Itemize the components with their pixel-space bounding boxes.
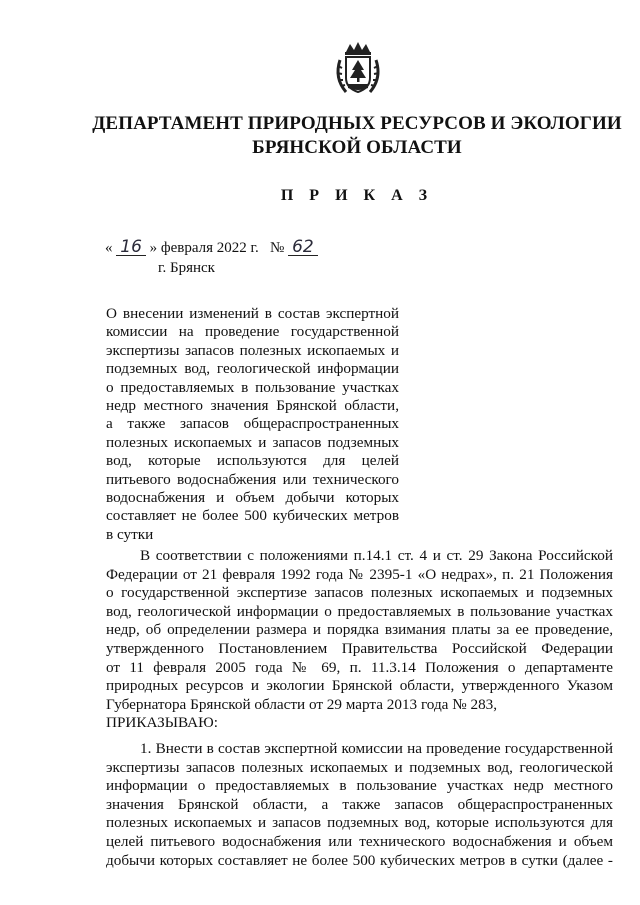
- paragraph-line: от 11 февраля 2005 года № 69, п. 11.3.14 Положения о департаменте: [106, 658, 613, 676]
- order-directive: ПРИКАЗЫВАЮ:: [106, 714, 218, 732]
- subject-line: недр местного значения Брянской области,: [106, 397, 399, 415]
- paragraph-line: экспертизы запасов полезных ископаемых и подземных вод, геологической: [106, 758, 613, 776]
- paragraph-line: Губернатора Брянской области от 29 марта 2013 года № 283,: [106, 695, 498, 713]
- paragraph-line: значения Брянской области, а также запасов общераспространенных: [106, 795, 613, 813]
- subject-line: водоснабжения и объем добычи которых: [106, 489, 399, 507]
- paragraph-line: информации о предоставляемых в пользование участках недр местного: [106, 777, 613, 795]
- bryansk-coat-of-arms-icon: [332, 38, 384, 98]
- department-name-line2: БРЯНСКОЙ ОБЛАСТИ: [252, 137, 462, 158]
- open-quote: «: [105, 240, 113, 256]
- date-line: [105, 237, 318, 257]
- paragraph-line: В соответствии с положениями п.14.1 ст. 4 и ст. 29 Закона Российской: [140, 547, 613, 564]
- paragraph-line: о государственной экспертизе запасов полезных ископаемых и подземных: [106, 584, 613, 602]
- subject-line: о предоставляемых в пользование участках: [106, 378, 399, 396]
- subject-line: а также запасов общераспространенных: [106, 415, 399, 433]
- close-quote: »: [149, 240, 158, 256]
- month-year: февраля 2022 г.: [160, 240, 259, 256]
- paragraph-line: целей питьевого водоснабжения или технического водоснабжения и объем: [106, 832, 613, 850]
- paragraph-line: вод, геологической информации о предоставляемых в пользование участках: [106, 602, 613, 620]
- paragraph-line: Федерации от 21 февраля 1992 года № 2395-1 «О недрах», п. 21 Положения: [106, 565, 613, 583]
- document-type-title: П Р И К А З: [280, 187, 434, 204]
- department-name-line1: ДЕПАРТАМЕНТ ПРИРОДНЫХ РЕСУРСОВ И ЭКОЛОГИИ: [92, 113, 622, 134]
- paragraph-line: недр, об определении размера и порядка взимания платы за ее проведение,: [106, 621, 613, 639]
- handwritten-day: 16: [116, 240, 146, 256]
- subject-line: в сутки: [106, 525, 154, 543]
- subject-line: полезных ископаемых и запасов подземных: [106, 433, 399, 451]
- preamble-paragraph: [106, 547, 613, 733]
- order-subject: [106, 305, 399, 544]
- paragraph-line: полезных ископаемых и запасов подземных вод, которые используются для: [106, 814, 613, 832]
- city-name: г. Брянск: [158, 260, 215, 276]
- subject-line: составляет не более 500 кубических метров: [106, 507, 399, 525]
- paragraph-line: 1. Внести в состав экспертной комиссии на проведение государственной: [140, 740, 613, 757]
- order-item-1: [106, 740, 613, 870]
- subject-line: подземных вод, геологической информации: [106, 360, 399, 378]
- handwritten-order-number: 62: [288, 240, 318, 256]
- number-label: №: [270, 240, 285, 256]
- paragraph-line: утвержденного Постановлением Правительства Российской Федерации: [106, 639, 613, 657]
- paragraph-line: природных ресурсов и экологии Брянской области, утвержденного Указом: [106, 677, 613, 695]
- subject-line: комиссии на проведение государственной: [106, 323, 399, 341]
- subject-line: вод, которые используются для целей: [106, 452, 399, 470]
- subject-line: О внесении изменений в состав экспертной: [106, 305, 399, 322]
- subject-line: питьевого водоснабжения или технического: [106, 470, 399, 488]
- subject-line: экспертизы запасов полезных ископаемых и: [106, 341, 399, 359]
- paragraph-line: добычи которых составляет не более 500 кубических метров в сутки (далее -: [106, 851, 613, 869]
